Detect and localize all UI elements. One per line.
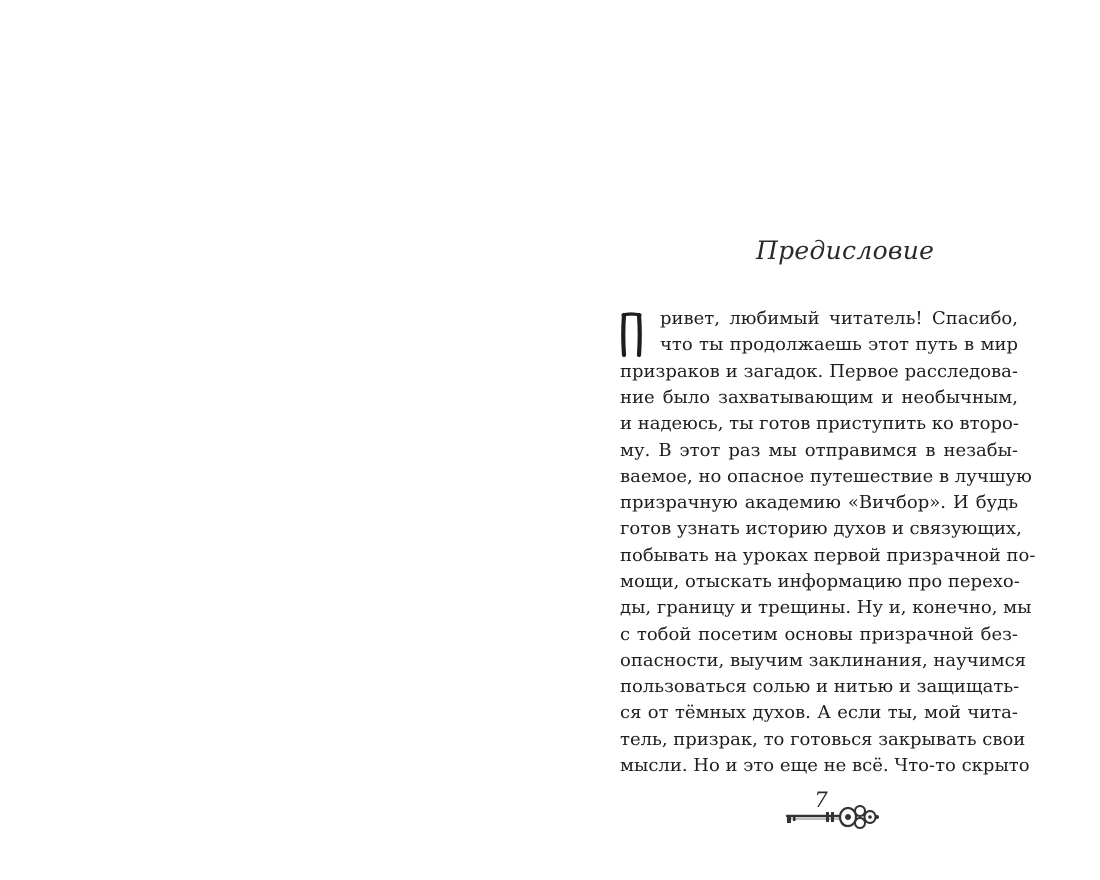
body-line: с тобой посетим основы призрачной без- xyxy=(620,624,1018,645)
chapter-title: Предисловие xyxy=(756,236,935,265)
page-number: 7 xyxy=(814,788,828,812)
body-line: тель, призрак, то готовься закрывать свои xyxy=(620,729,1026,750)
body-line: опасности, выучим заклинания, научимся xyxy=(620,650,1027,671)
body-line: мысли. Но и это еще не всё. Что-то скрыто xyxy=(620,755,1030,776)
body-line: му. В этот раз мы отправимся в незабы- xyxy=(620,440,1018,461)
body-line: ваемое, но опасное путешествие в лучшую xyxy=(620,466,1032,487)
body-line: ривет, любимый читатель! Спасибо, xyxy=(660,308,1018,329)
key-icon xyxy=(784,798,884,838)
body-line: готов узнать историю духов и связующих, xyxy=(620,518,1022,539)
dropcap-letter xyxy=(620,312,643,358)
body-line: ся от тёмных духов. А если ты, мой чита- xyxy=(620,702,1018,723)
body-line: пользоваться солью и нитью и защищать- xyxy=(620,676,1020,697)
body-line: что ты продолжаешь этот путь в мир xyxy=(660,334,1018,355)
body-line: призраков и загадок. Первое расследова- xyxy=(620,361,1018,382)
body-line: побывать на уроках первой призрачной по- xyxy=(620,545,1036,566)
body-line: мощи, отыскать информацию про перехо- xyxy=(620,571,1020,592)
body-line: и надеюсь, ты готов приступить ко второ- xyxy=(620,413,1019,434)
body-text xyxy=(620,306,1036,776)
body-line: ние было захватывающим и необычным, xyxy=(620,387,1018,408)
body-line: ды, границу и трещины. Ну и, конечно, мы xyxy=(620,597,1032,618)
body-line: призрачную академию «Вичбор». И будь xyxy=(620,492,1018,513)
